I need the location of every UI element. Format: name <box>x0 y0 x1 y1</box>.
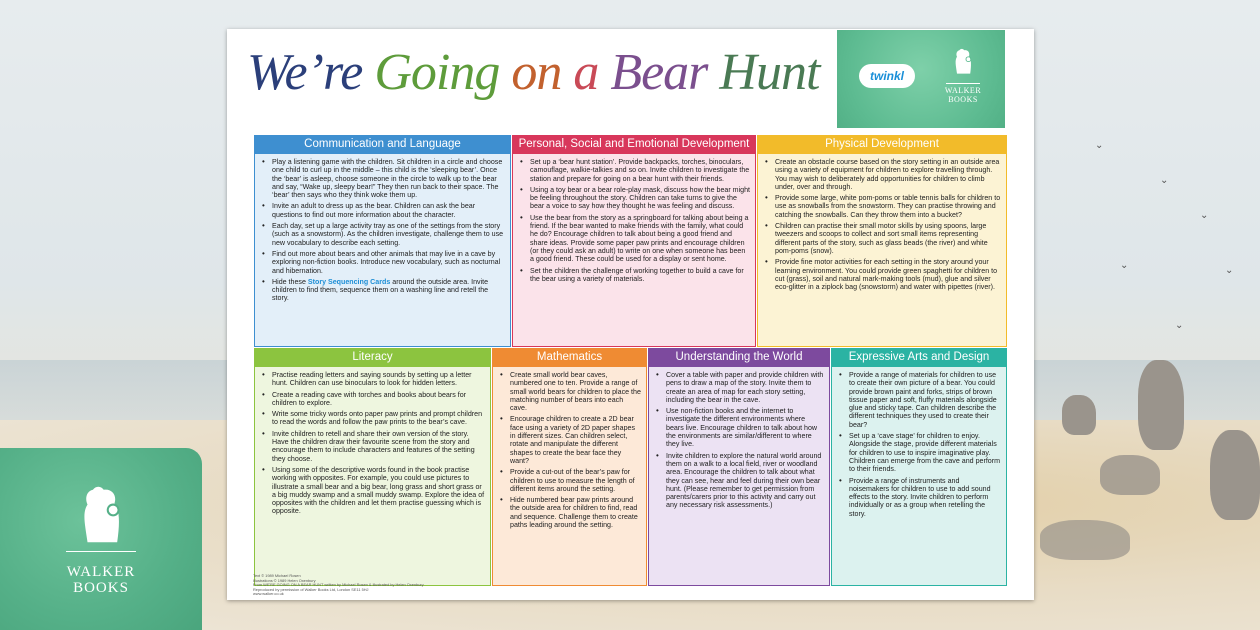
item-text: Hide these <box>272 277 308 286</box>
background-rock <box>1062 395 1096 435</box>
footer-line: Reproduced by permission of Walker Books Ltd, London SE11 5HJ <box>253 586 369 592</box>
activity-item: • Set up a ‘cave stage’ for children to enjoy. Alongside the stage, provide different materials for children to use to inspire imaginative play. Children can emerge from the cave and perform to their friends. <box>837 432 1001 473</box>
bird-icon: ⌄ <box>1225 265 1234 276</box>
logo-panel <box>837 30 1005 128</box>
footer-line: Illustrations © 1989 Helen Oxenbury <box>253 577 316 583</box>
bird-icon: ⌄ <box>1160 175 1169 186</box>
activity-item: • Invite children to explore the natural world around them on a walk to a local field, river or woodland area. Encourage the children to talk about what they can see, hear and feel during their own bear hunt. (Please remember to get permission from parents/carers prior to this activity and carry out any necessary risk assessments.) <box>654 452 824 510</box>
section-heading: Understanding the World <box>648 348 830 366</box>
footer-line: www.walker.co.uk <box>253 591 284 597</box>
activity-item: • Each day, set up a large activity tray as one of the settings from the story (such as a snowstorm). As the children investigate, challenge them to use new vocabulary to describe each setting. <box>260 222 505 247</box>
section-body <box>492 366 647 586</box>
section-body <box>254 153 511 347</box>
title-word: Going <box>374 44 500 101</box>
section-heading: Physical Development <box>757 135 1007 153</box>
walker-books-wordmark <box>937 86 989 104</box>
activity-list <box>763 158 1001 291</box>
bird-icon: ⌄ <box>1175 320 1184 331</box>
activity-item: • Provide some large, white pom-poms or table tennis balls for children to use as snowballs from the snowstorm. They can practise throwing and catching the snowballs. Can they throw them into a bucket? <box>763 194 1001 219</box>
activity-item: • Provide fine motor activities for each setting in the story around your learning environment. You could provide green spaghetti for children to cut (grass), soil and natural mark-making tools (mud), glue and silver eco-glitter in a ziplock bag (snowstorm) and water with pipettes (river). <box>763 258 1001 291</box>
section-body <box>648 366 830 586</box>
background-rock <box>1100 455 1160 495</box>
walker-line1: WALKER <box>66 563 136 580</box>
background-rock <box>1138 360 1184 450</box>
item-text: around the outside area. Invite children to find them, sequence them on a washing line and retell the story. <box>272 277 489 303</box>
section-heading: Personal, Social and Emotional Development <box>512 135 756 153</box>
title-word: Hunt <box>719 44 820 101</box>
activity-list <box>260 158 505 303</box>
activity-item: • Find out more about bears and other animals that may live in a cave by exploring non-fiction books. Introduce new vocabulary, such as nocturnal and hibernation. <box>260 250 505 275</box>
activity-list <box>260 371 485 516</box>
activity-item: • Set up a ‘bear hunt station’. Provide backpacks, torches, binoculars, camouflage, walkie-talkies and so on. Invite children to investigate the station and prepare for going on a bear hunt with their friends. <box>518 158 750 183</box>
activity-item: • Create a reading cave with torches and books about bears for children to explore. <box>260 391 485 408</box>
activity-item <box>260 278 505 303</box>
poster-title <box>247 43 819 102</box>
activity-item: • Use non-fiction books and the internet to investigate the different environments where bears live. Encourage children to talk about how the environments are similar/different to where they live. <box>654 407 824 448</box>
bird-icon: ⌄ <box>1200 210 1209 221</box>
activity-list <box>518 158 750 283</box>
story-sequencing-cards-link[interactable]: Story Sequencing Cards <box>307 277 391 286</box>
copyright-footer <box>253 574 453 597</box>
walker-books-logo <box>937 46 989 104</box>
activity-item: • Using some of the descriptive words found in the book practise working with opposites. For example, you could use pictures to illustrate a small bear and a big bear, long grass and short grass or a big muddy swamp and a small muddy swamp. Explore the idea of opposites with the children and let them practise guessing which is opposite. <box>260 466 485 516</box>
walker-line1: WALKER <box>944 86 982 95</box>
section-understanding <box>648 348 830 586</box>
bird-icon: ⌄ <box>1095 140 1104 151</box>
activity-list <box>498 371 641 529</box>
background-rock <box>1210 430 1260 520</box>
footer-line: From WE'RE GOING ON A BEAR HUNT written by Michael Rosen & illustrated by Helen Oxenbury <box>253 582 424 588</box>
section-expressive <box>831 348 1007 586</box>
walker-books-badge <box>0 448 202 630</box>
section-mathematics <box>492 348 647 586</box>
activity-item: • Invite an adult to dress up as the bear. Children can ask the bear questions to find out more information about the character. <box>260 202 505 219</box>
activity-list <box>837 371 1001 518</box>
section-heading: Communication and Language <box>254 135 511 153</box>
activity-list <box>654 371 824 510</box>
logo-rule <box>946 83 980 84</box>
walker-books-wordmark <box>67 564 136 596</box>
section-body <box>757 153 1007 347</box>
title-word: a <box>573 44 599 101</box>
activity-item: • Play a listening game with the children. Sit children in a circle and choose one child to curl up in the middle – this child is the ‘sleeping bear’. Once the ‘bear’ is asleep, choose someone in the circle to walk up to the bear and say, “Wake up, sleepy bear!” They then run back to their space. The ‘bear’ then says who they think woke them up. <box>260 158 505 199</box>
bird-icon: ⌄ <box>1120 260 1129 271</box>
activity-item: • Create an obstacle course based on the story setting in an outside area using a variety of equipment for children to explore travelling through. You may wish to deliberately add opportunities for children to climb under, over and through. <box>763 158 1001 191</box>
section-body <box>831 366 1007 586</box>
section-personal <box>512 135 756 347</box>
activity-item: • Provide a range of instruments and noisemakers for children to use to add sound effects to the story. Invite children to perform individually or as a group when retelling the story. <box>837 477 1001 518</box>
section-body <box>512 153 756 347</box>
bear-logo-icon <box>74 483 128 545</box>
poster <box>227 29 1034 600</box>
activity-item: • Create small world bear caves, numbered one to ten. Provide a range of small world bears for children to place the matching number of bears into each cave. <box>498 371 641 412</box>
title-word: We’re <box>247 44 363 101</box>
twinkl-logo: twinkl <box>859 64 915 88</box>
section-physical <box>757 135 1007 347</box>
activity-item: • Use the bear from the story as a springboard for talking about being a friend. If the bear wanted to make friends with the family, what could he do? Encourage children to talk about being a good friend and share ideas. Provide some paper paw prints and encourage children (or they could ask an adult) to write on one when someone has been a good friend. These could be used for a display or sent home. <box>518 214 750 264</box>
activity-item: • Using a toy bear or a bear role-play mask, discuss how the bear might be feeling throughout the story. Children can take turns to give the bear a voice to say how they thought he was feeling and discuss. <box>518 186 750 211</box>
section-literacy <box>254 348 491 586</box>
activity-item: • Practise reading letters and saying sounds by setting up a letter hunt. Children can use binoculars to look for hidden letters. <box>260 371 485 388</box>
activity-item: • Write some tricky words onto paper paw prints and prompt children to read the words and follow the paw prints to the bear’s cave. <box>260 410 485 427</box>
title-word: on <box>511 44 562 101</box>
activity-item: • Invite children to retell and share their own version of the story. Have the children draw their favourite scene from the story and encourage them to include characters and features of the setting they choose. <box>260 430 485 463</box>
section-body <box>254 366 491 586</box>
walker-line2: BOOKS <box>73 579 129 596</box>
activity-item: • Children can practise their small motor skills by using spoons, large tweezers and scoops to collect and sort small items representing different parts of the story, such as glass beads (the river) and white pom-poms (snow). <box>763 222 1001 255</box>
section-heading: Expressive Arts and Design <box>831 348 1007 366</box>
activity-item: • Provide a cut-out of the bear’s paw for children to use to measure the length of different items around the setting. <box>498 468 641 493</box>
activity-item: • Cover a table with paper and provide children with pens to draw a map of the story. Invite them to create an area of map for each story setting, including the bear in the cave. <box>654 371 824 404</box>
background-rock <box>1040 520 1130 560</box>
section-heading: Literacy <box>254 348 491 366</box>
bear-logo-icon <box>951 46 975 76</box>
activity-item: • Encourage children to create a 2D bear face using a variety of 2D paper shapes in different sizes. Can children select, rotate and manipulate the different shapes to create the bear face they want? <box>498 415 641 465</box>
section-heading: Mathematics <box>492 348 647 366</box>
walker-line2: BOOKS <box>948 95 978 104</box>
logo-rule <box>66 551 136 552</box>
activity-item: • Provide a range of materials for children to use to create their own picture of a bear. You could provide brown paint and forks, strips of brown tissue paper and soft, fluffy materials alongside glue and sticky tape. Can children describe the different techniques they used to create their bear? <box>837 371 1001 429</box>
activity-item: • Set the children the challenge of working together to build a cave for the bear using a variety of materials. <box>518 267 750 284</box>
footer-line: Text © 1989 Michael Rosen <box>253 573 301 578</box>
title-word: Bear <box>610 44 708 101</box>
activity-item: • Hide numbered bear paw prints around the outside area for children to find, read and sequence. Challenge them to create paths leading around the setting. <box>498 496 641 529</box>
section-communication <box>254 135 511 347</box>
